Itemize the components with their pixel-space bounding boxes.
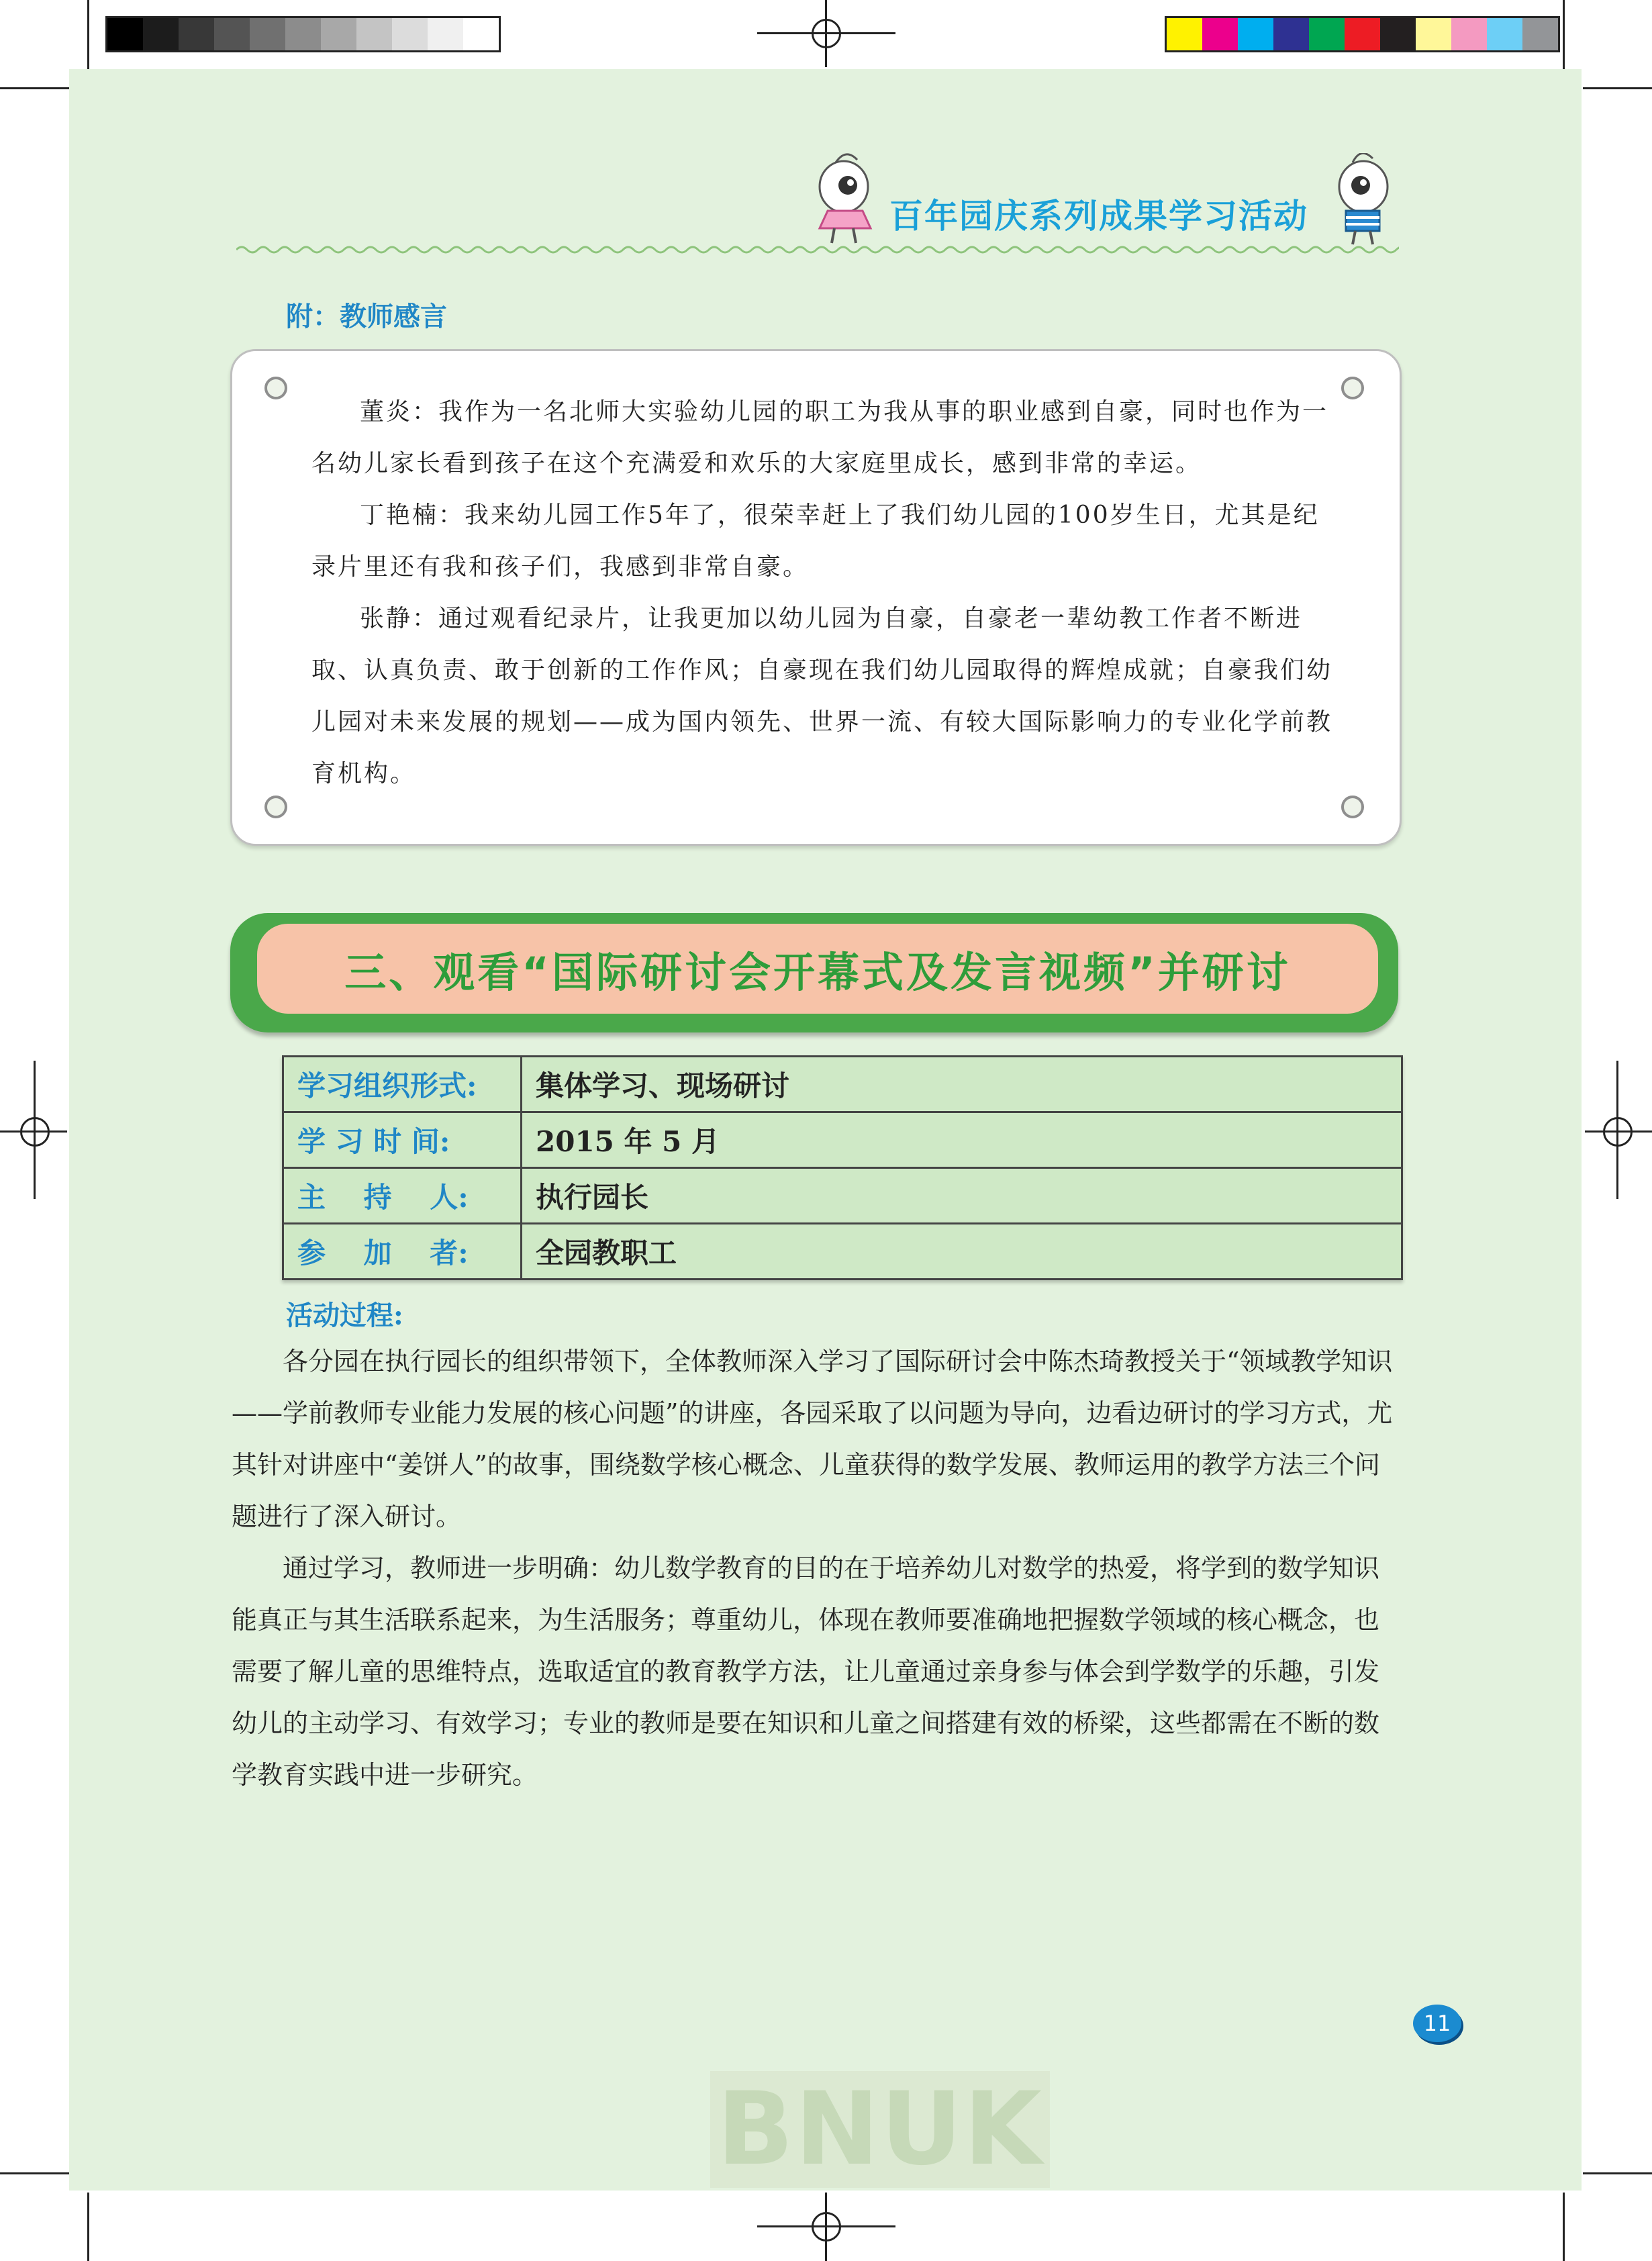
watermark-logo: BNUK bbox=[710, 2071, 1050, 2188]
table-row bbox=[283, 1224, 1402, 1280]
section-banner-inner bbox=[257, 924, 1378, 1014]
header-title: 百年园庆系列成果学习活动 bbox=[889, 197, 1308, 236]
table-key: 学 习 时 间: bbox=[283, 1112, 522, 1168]
remarks-card bbox=[230, 349, 1402, 846]
ring-hole-icon bbox=[264, 796, 287, 818]
gray-swatch bbox=[321, 18, 356, 50]
crop-mark bbox=[1563, 0, 1565, 69]
remark-paragraph: 丁艳楠：我来幼儿园工作5年了，很荣幸赶上了我们幼儿园的100岁生日，尤其是纪录片里还有我和孩子们，我感到非常自豪。 bbox=[311, 501, 1320, 581]
process-body bbox=[232, 1336, 1403, 1801]
table-row bbox=[283, 1168, 1402, 1224]
page-number: 11 bbox=[1413, 2005, 1461, 2042]
gray-swatch bbox=[463, 18, 499, 50]
color-swatch bbox=[1202, 18, 1238, 50]
table-key: 参 加 者: bbox=[283, 1224, 522, 1280]
color-bar bbox=[1165, 16, 1560, 52]
crop-mark bbox=[1563, 2193, 1565, 2261]
crop-mark bbox=[0, 87, 69, 89]
table-row bbox=[283, 1057, 1402, 1112]
table-value: 执行园长 bbox=[522, 1168, 1402, 1224]
ring-hole-icon bbox=[1341, 796, 1364, 818]
color-swatch bbox=[1416, 18, 1451, 50]
gray-swatch bbox=[250, 18, 285, 50]
gray-swatch bbox=[428, 18, 463, 50]
gray-swatch bbox=[392, 18, 428, 50]
section-title: 三、观看“国际研讨会开幕式及发言视频”并研讨 bbox=[344, 947, 1291, 997]
color-swatch bbox=[1487, 18, 1522, 50]
color-swatch bbox=[1451, 18, 1487, 50]
gray-swatch bbox=[285, 18, 321, 50]
color-swatch bbox=[1167, 18, 1202, 50]
crop-mark bbox=[87, 2193, 89, 2261]
gray-swatch bbox=[214, 18, 250, 50]
gray-swatch bbox=[107, 18, 143, 50]
mascot-boy-icon bbox=[1326, 153, 1400, 247]
crop-mark bbox=[0, 2172, 69, 2174]
color-swatch bbox=[1345, 18, 1380, 50]
remark-paragraph: 张静：通过观看纪录片，让我更加以幼儿园为自豪，自豪老一辈幼教工作者不断进取、认真负责、敢于创新的工作作风；自豪现在我们幼儿园取得的辉煌成就；自豪我们幼儿园对未来发展的规划——成为国内领先、世界一流、有较大国际影响力的专业化学前教育机构。 bbox=[311, 605, 1333, 787]
body-paragraph: 各分园在执行园长的组织带领下，全体教师深入学习了国际研讨会中陈杰琦教授关于“领域教学知识——学前教师专业能力发展的核心问题”的讲座，各园采取了以问题为导向，边看边研讨的学习方式，尤其针对讲座中“姜饼人”的故事，围绕数学核心概念、儿童获得的数学发展、教师运用的教学方法三个问题进行了深入研讨。 bbox=[232, 1347, 1393, 1531]
color-swatch bbox=[1273, 18, 1309, 50]
crop-mark bbox=[87, 0, 89, 69]
gray-swatch bbox=[143, 18, 179, 50]
body-paragraph: 通过学习，教师进一步明确：幼儿数学教育的目的在于培养幼儿对数学的热爱，将学到的数学知识能真正与其生活联系起来，为生活服务；尊重幼儿，体现在教师要准确地把握数学领域的核心概念，也需要了解儿童的思维特点，选取适宜的教育教学方法，让儿童通过亲身参与体会到学数学的乐趣，引发幼儿的主动学习、有效学习；专业的教师是要在知识和儿童之间搭建有效的桥梁，这些都需在不断的数学教育实践中进一步研究。 bbox=[232, 1553, 1380, 1790]
crop-mark bbox=[1583, 2172, 1652, 2174]
color-swatch bbox=[1522, 18, 1558, 50]
table-value: 2015 年 5 月 bbox=[522, 1112, 1402, 1168]
remarks-text bbox=[311, 386, 1335, 800]
table-value: 集体学习、现场研讨 bbox=[522, 1057, 1402, 1112]
crop-mark bbox=[1583, 87, 1652, 89]
mascot-girl-icon bbox=[809, 153, 883, 247]
gray-color-bar bbox=[105, 16, 501, 52]
color-swatch bbox=[1309, 18, 1345, 50]
ring-hole-icon bbox=[1341, 377, 1364, 399]
table-row bbox=[283, 1112, 1402, 1168]
table-value: 全园教职工 bbox=[522, 1224, 1402, 1280]
remark-paragraph: 董炎：我作为一名北师大实验幼儿园的职工为我从事的职业感到自豪，同时也作为一名幼儿家长看到孩子在这个充满爱和欢乐的大家庭里成长，感到非常的幸运。 bbox=[311, 398, 1329, 477]
table-key: 主 持 人: bbox=[283, 1168, 522, 1224]
gray-swatch bbox=[356, 18, 392, 50]
info-table bbox=[282, 1055, 1403, 1280]
color-swatch bbox=[1380, 18, 1416, 50]
ring-hole-icon bbox=[264, 377, 287, 399]
table-key: 学习组织形式: bbox=[283, 1057, 522, 1112]
process-heading: 活动过程: bbox=[286, 1300, 403, 1331]
color-swatch bbox=[1238, 18, 1273, 50]
header-divider bbox=[236, 244, 1399, 255]
section-banner bbox=[230, 913, 1398, 1032]
gray-swatch bbox=[179, 18, 214, 50]
remarks-heading: 附：教师感言 bbox=[286, 301, 447, 332]
